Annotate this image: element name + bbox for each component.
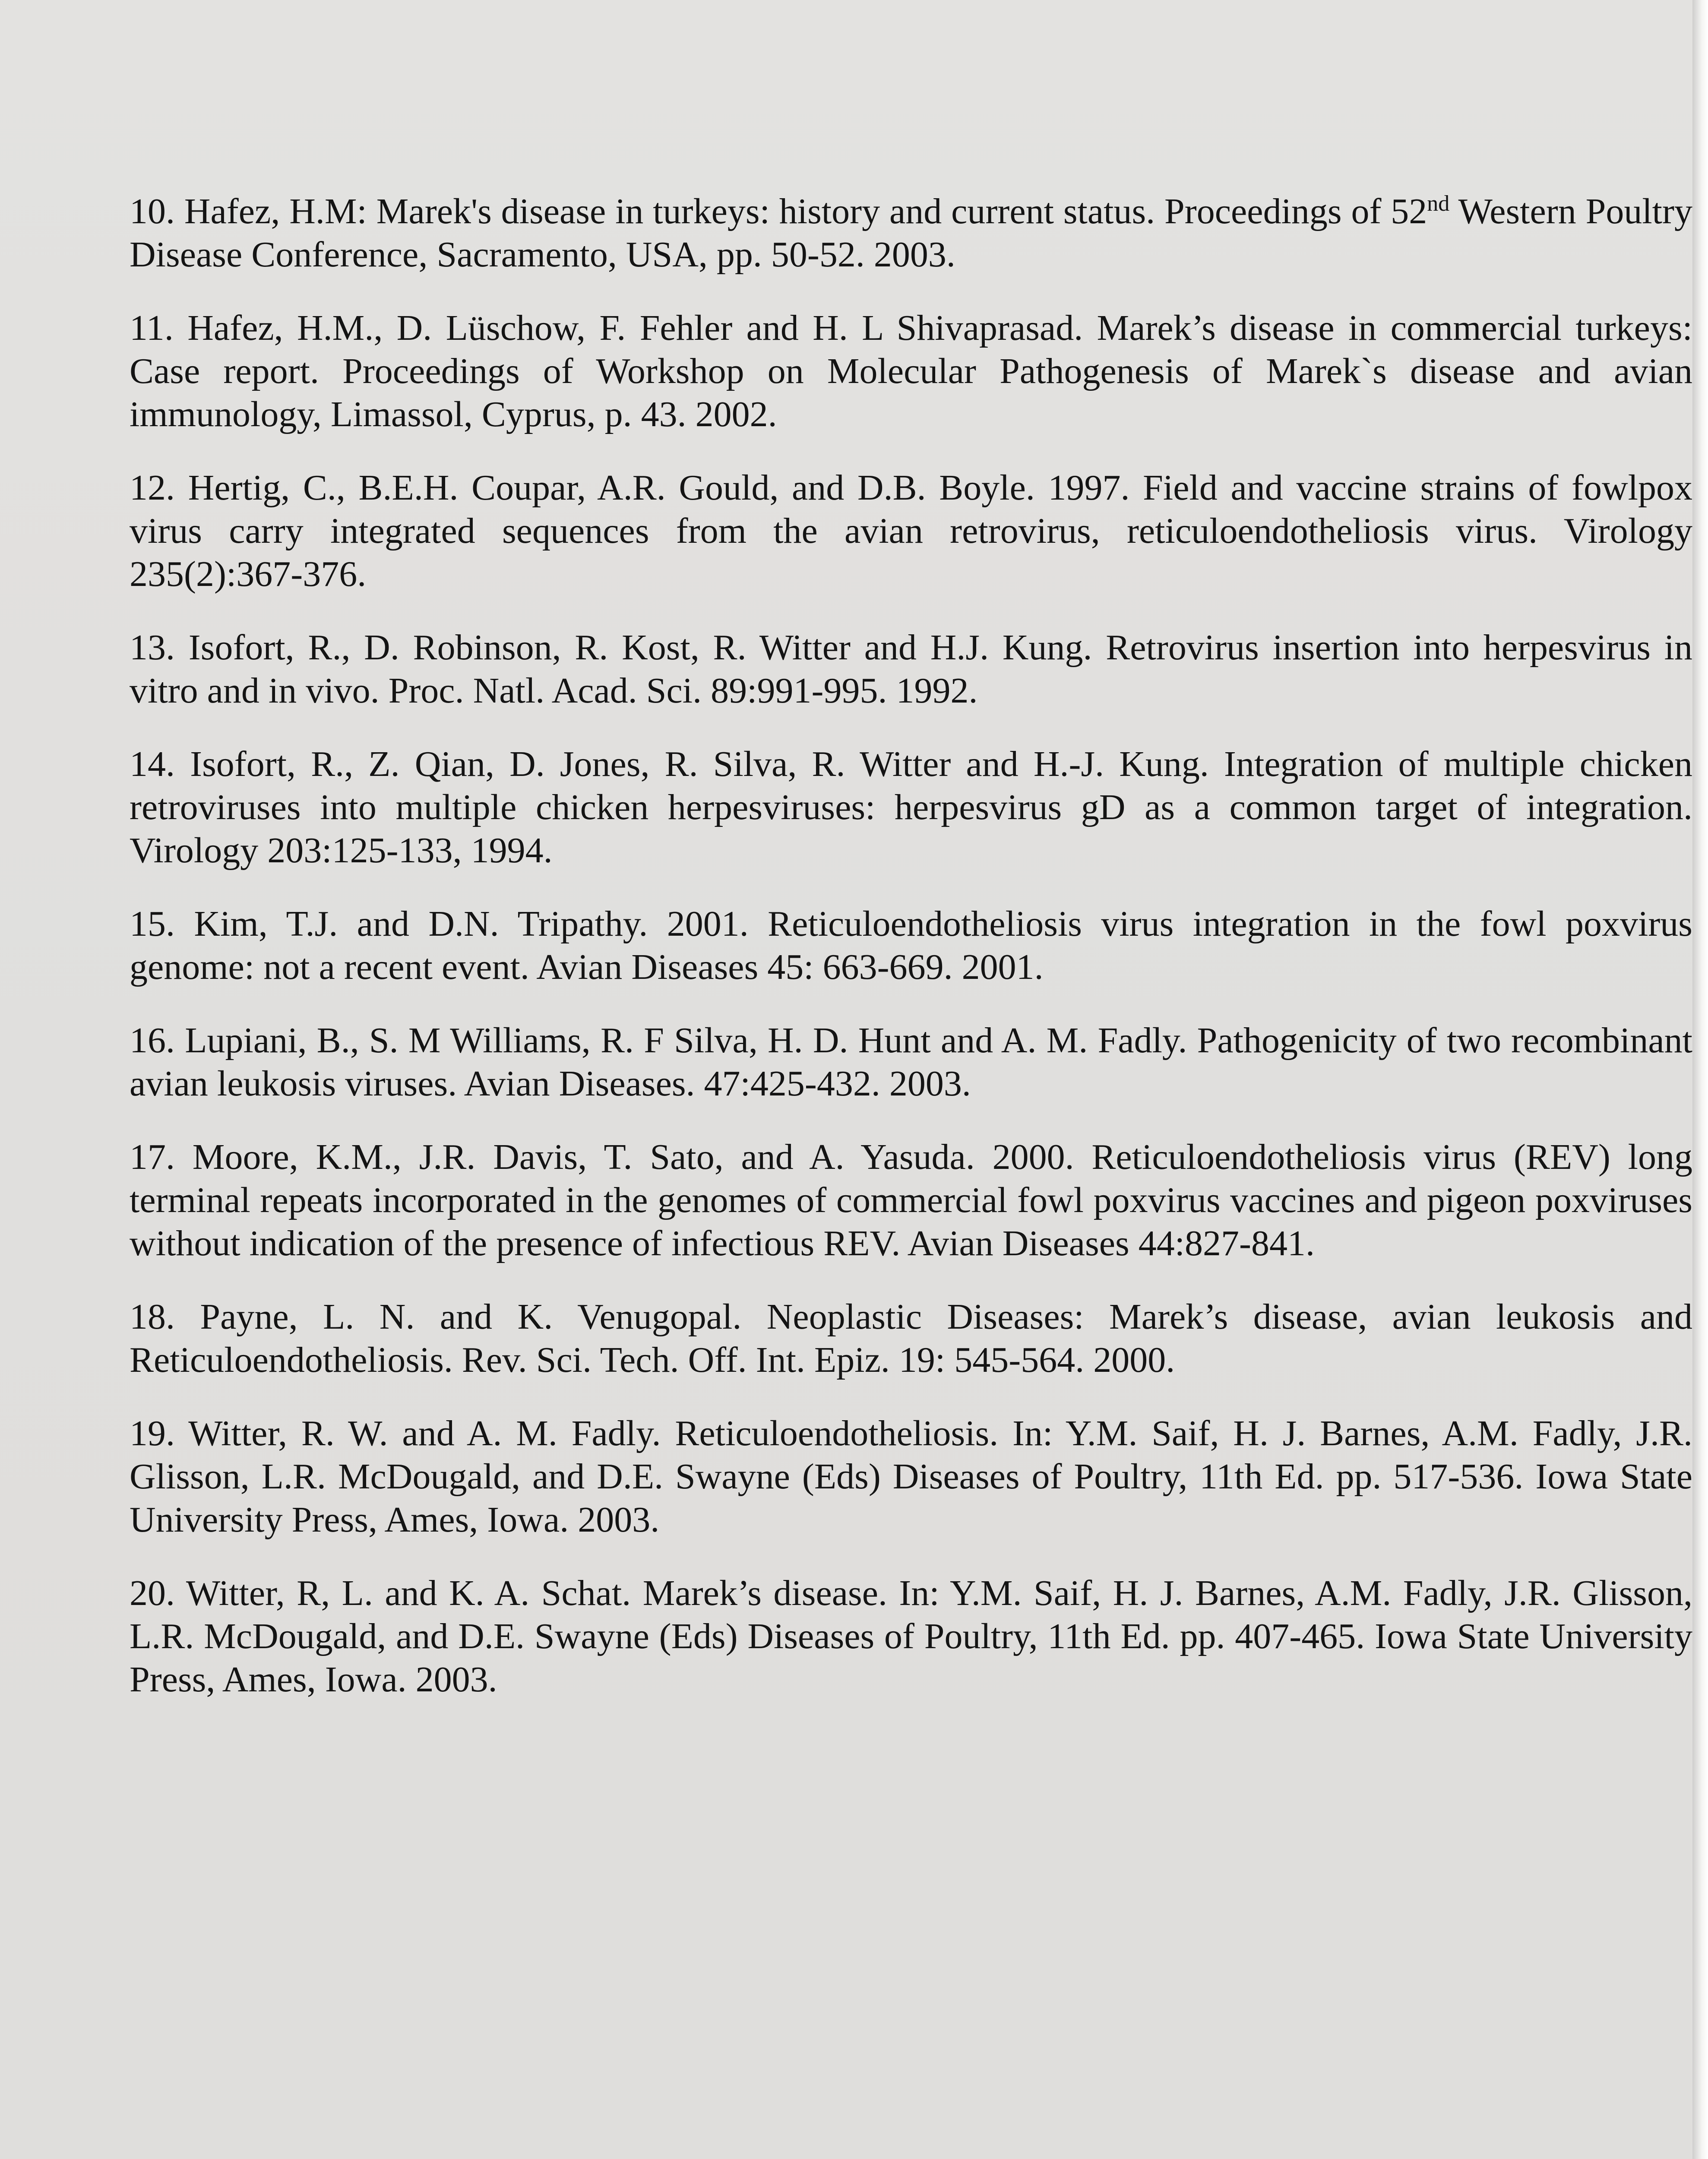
reference-item: 14. Isofort, R., Z. Qian, D. Jones, R. Silva, R. Witter and H.-J. Kung. Integration of multiple chicken retroviruses into multiple chicken herpesviruses: herpesvirus gD as a common target of integration. Virology 203:125-133, 1994. [130,744,1692,871]
reference-text: Western Poultry Disease Conference, Sacramento, USA, pp. 50-52. 2003. [130,191,1692,275]
reference-item: 19. Witter, R. W. and A. M. Fadly. Reticuloendotheliosis. In: Y.M. Saif, H. J. Barnes, A.M. Fadly, J.R. Glisson, L.R. McDougald, and D.E. Swayne (Eds) Diseases of Poultry, 11th Ed. pp. 517-536. Iowa State University Press, Ames, Iowa. 2003. [130,1413,1692,1540]
ordinal-superscript: nd [1427,191,1450,216]
reference-item: 15. Kim, T.J. and D.N. Tripathy. 2001. Reticuloendotheliosis virus integration in the fowl poxvirus genome: not a recent event. Avian Diseases 45: 663-669. 2001. [130,904,1692,987]
reference-text: 10. Hafez, H.M: Marek's disease in turkeys: history and current status. Proceedings of 52 [130,191,1427,231]
reference-item: 17. Moore, K.M., J.R. Davis, T. Sato, and A. Yasuda. 2000. Reticuloendotheliosis virus (REV) long terminal repeats incorporated in the genomes of commercial fowl poxvirus vaccines and pigeon poxviruses without indication of the presence of infectious REV. Avian Diseases 44:827-841. [130,1137,1692,1263]
reference-item: 16. Lupiani, B., S. M Williams, R. F Silva, H. D. Hunt and A. M. Fadly. Pathogenicity of two recombinant avian leukosis viruses. Avian Diseases. 47:425-432. 2003. [130,1020,1692,1104]
reference-item: 11. Hafez, H.M., D. Lüschow, F. Fehler and H. L Shivaprasad. Marek’s disease in commercial turkeys: Case report. Proceedings of Workshop on Molecular Pathogenesis of Marek`s disease and avian immunology, Limassol, Cyprus, p. 43. 2002. [130,308,1692,434]
reference-item: 13. Isofort, R., D. Robinson, R. Kost, R. Witter and H.J. Kung. Retrovirus insertion into herpesvirus in vitro and in vivo. Proc. Natl. Acad. Sci. 89:991-995. 1992. [130,627,1692,711]
reference-item: 12. Hertig, C., B.E.H. Coupar, A.R. Gould, and D.B. Boyle. 1997. Field and vaccine strains of fowlpox virus carry integrated sequences from the avian retrovirus, reticuloendotheliosis virus. Virology 235(2):367-376. [130,468,1692,594]
reference-list [130,190,1692,1732]
page-edge [1692,0,1708,2159]
reference-item: 18. Payne, L. N. and K. Venugopal. Neoplastic Diseases: Marek’s disease, avian leukosis and Reticuloendotheliosis. Rev. Sci. Tech. Off. Int. Epiz. 19: 545-564. 2000. [130,1297,1692,1380]
reference-item: 20. Witter, R, L. and K. A. Schat. Marek’s disease. In: Y.M. Saif, H. J. Barnes, A.M. Fadly, J.R. Glisson, L.R. McDougald, and D.E. Swayne (Eds) Diseases of Poultry, 11th Ed. pp. 407-465. Iowa State University Press, Ames, Iowa. 2003. [130,1573,1692,1700]
reference-item [130,190,1692,276]
